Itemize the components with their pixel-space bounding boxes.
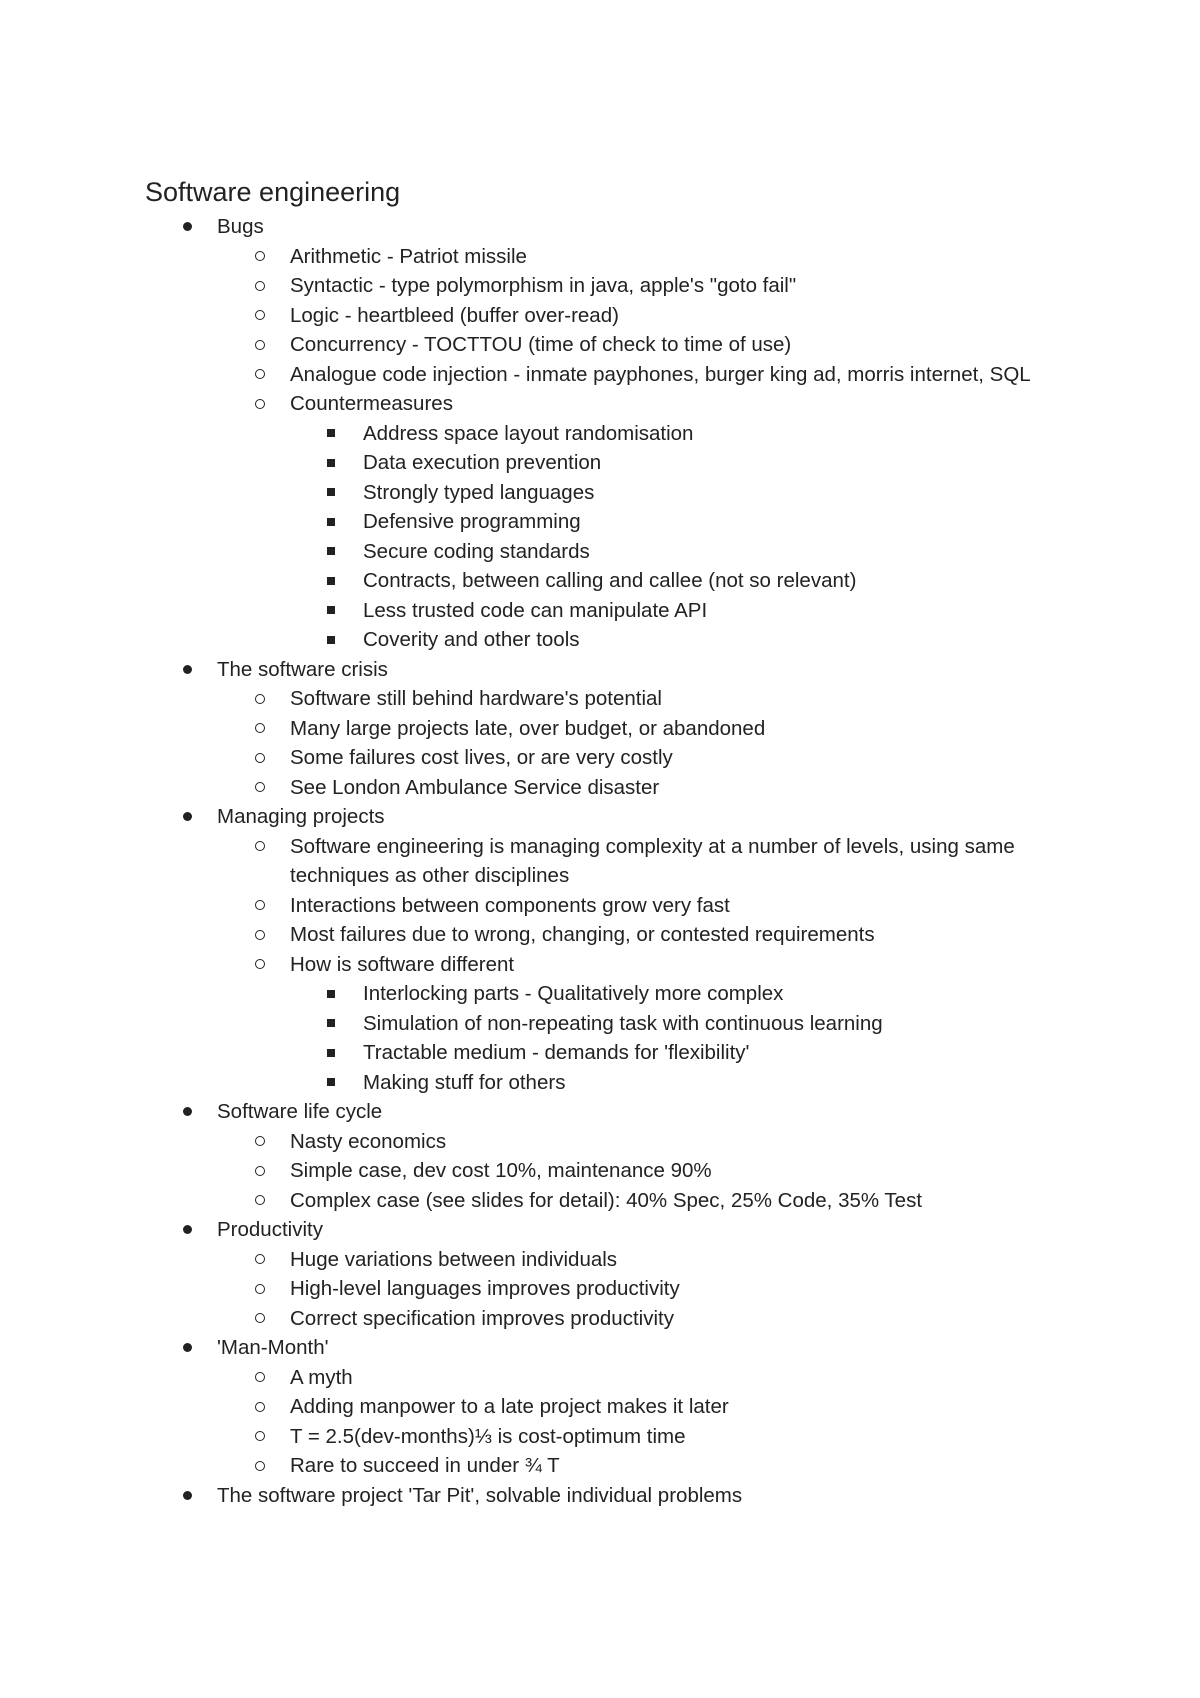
filled-circle-bullet-icon bbox=[183, 812, 192, 821]
square-bullet-icon bbox=[327, 429, 335, 437]
hollow-circle-bullet-icon bbox=[255, 1431, 265, 1441]
hollow-circle-bullet-icon bbox=[255, 959, 265, 969]
bullet-wrap bbox=[255, 891, 265, 921]
bullet-wrap bbox=[183, 1097, 192, 1127]
list-item bbox=[145, 212, 1095, 242]
square-bullet-icon bbox=[327, 636, 335, 644]
list-item-label: Most failures due to wrong, changing, or contested requirements bbox=[290, 923, 875, 946]
list-item-label: Secure coding standards bbox=[363, 539, 590, 563]
list-item bbox=[145, 891, 1095, 921]
list-item bbox=[145, 832, 1095, 891]
list-item bbox=[145, 920, 1095, 950]
bullet-wrap bbox=[255, 1186, 265, 1216]
bullet-wrap bbox=[255, 389, 265, 419]
bullet-wrap bbox=[327, 1068, 335, 1098]
list-item-label: See London Ambulance Service disaster bbox=[290, 775, 660, 799]
filled-circle-bullet-icon bbox=[183, 222, 192, 231]
list-item bbox=[145, 330, 1095, 360]
square-bullet-icon bbox=[327, 488, 335, 496]
list-item bbox=[145, 625, 1095, 655]
document-body bbox=[145, 172, 1095, 1510]
hollow-circle-bullet-icon bbox=[255, 251, 265, 261]
sublist bbox=[145, 419, 1095, 655]
bullet-wrap bbox=[327, 448, 335, 478]
list-item-label: Syntactic - type polymorphism in java, apple's "goto fail" bbox=[290, 274, 797, 297]
sublist bbox=[145, 1127, 1095, 1216]
sublist bbox=[145, 684, 1095, 802]
list-item bbox=[145, 1215, 1095, 1245]
list-item bbox=[145, 1186, 1095, 1216]
bullet-wrap bbox=[255, 950, 265, 980]
list-item bbox=[145, 1038, 1095, 1068]
list-item bbox=[145, 1156, 1095, 1186]
list-item-label: Coverity and other tools bbox=[363, 628, 580, 651]
hollow-circle-bullet-icon bbox=[255, 310, 265, 320]
bullet-wrap bbox=[327, 625, 335, 655]
list-item bbox=[145, 979, 1095, 1009]
bullet-wrap bbox=[183, 802, 192, 832]
list-item bbox=[145, 360, 1095, 390]
filled-circle-bullet-icon bbox=[183, 1107, 192, 1116]
filled-circle-bullet-icon bbox=[183, 1343, 192, 1352]
sublist bbox=[145, 1245, 1095, 1334]
list-item bbox=[145, 714, 1095, 744]
hollow-circle-bullet-icon bbox=[255, 1372, 265, 1382]
list-item-label: Less trusted code can manipulate API bbox=[363, 598, 708, 622]
bullet-wrap bbox=[255, 1363, 265, 1393]
list-item-label: Arithmetic - Patriot missile bbox=[290, 244, 527, 268]
bullet-wrap bbox=[255, 920, 265, 950]
sublist bbox=[145, 242, 1095, 655]
bullet-wrap bbox=[327, 1038, 335, 1068]
bullet-wrap bbox=[255, 743, 265, 773]
list-item-label: Logic - heartbleed (buffer over-read) bbox=[290, 303, 619, 327]
filled-circle-bullet-icon bbox=[183, 665, 192, 674]
bullet-wrap bbox=[255, 773, 265, 803]
page-title: Software engineering bbox=[145, 177, 401, 207]
list-item bbox=[145, 596, 1095, 626]
list-item-label: Adding manpower to a late project makes it later bbox=[290, 1395, 729, 1418]
hollow-circle-bullet-icon bbox=[255, 281, 265, 291]
bullet-wrap bbox=[255, 330, 265, 360]
list-item bbox=[145, 419, 1095, 449]
list-item bbox=[145, 566, 1095, 596]
hollow-circle-bullet-icon bbox=[255, 930, 265, 940]
list-item bbox=[145, 537, 1095, 567]
hollow-circle-bullet-icon bbox=[255, 399, 265, 409]
hollow-circle-bullet-icon bbox=[255, 753, 265, 763]
bullet-wrap bbox=[183, 1333, 192, 1363]
list-item-label: Managing projects bbox=[217, 805, 385, 828]
list-item bbox=[145, 1274, 1095, 1304]
list-item bbox=[145, 802, 1095, 832]
bullet-wrap bbox=[327, 566, 335, 596]
bullet-wrap bbox=[183, 1481, 192, 1511]
hollow-circle-bullet-icon bbox=[255, 1313, 265, 1323]
bullet-wrap bbox=[327, 419, 335, 449]
list-item-label: T = 2.5(dev-months)⅓ is cost-optimum time bbox=[290, 1424, 686, 1448]
outline-list bbox=[145, 212, 1095, 1510]
list-item-label: The software crisis bbox=[217, 657, 388, 681]
bullet-wrap bbox=[255, 684, 265, 714]
bullet-wrap bbox=[255, 1392, 265, 1422]
bullet-wrap bbox=[255, 1127, 265, 1157]
square-bullet-icon bbox=[327, 459, 335, 467]
bullet-wrap bbox=[255, 1156, 265, 1186]
square-bullet-icon bbox=[327, 518, 335, 526]
hollow-circle-bullet-icon bbox=[255, 782, 265, 792]
list-item bbox=[145, 1009, 1095, 1039]
list-item-label: Software engineering is managing complexity at a number of levels, using same techniques as other disciplines bbox=[290, 834, 1015, 887]
list-item-label: Many large projects late, over budget, or abandoned bbox=[290, 716, 766, 740]
list-item bbox=[145, 389, 1095, 419]
list-item-label: The software project 'Tar Pit', solvable individual problems bbox=[217, 1483, 743, 1507]
list-item bbox=[145, 950, 1095, 980]
list-item-label: Address space layout randomisation bbox=[363, 421, 694, 445]
bullet-wrap bbox=[255, 271, 265, 301]
list-item-label: Simulation of non-repeating task with continuous learning bbox=[363, 1011, 883, 1035]
bullet-wrap bbox=[255, 1274, 265, 1304]
bullet-wrap bbox=[327, 478, 335, 508]
list-item-label: Correct specification improves productivity bbox=[290, 1306, 674, 1330]
list-item bbox=[145, 242, 1095, 272]
list-item-label: Huge variations between individuals bbox=[290, 1247, 618, 1271]
list-item bbox=[145, 1245, 1095, 1275]
list-item-label: Bugs bbox=[217, 215, 264, 238]
list-item bbox=[145, 448, 1095, 478]
bullet-wrap bbox=[183, 655, 192, 685]
list-item bbox=[145, 684, 1095, 714]
list-item-label: Tractable medium - demands for 'flexibility' bbox=[363, 1041, 750, 1064]
square-bullet-icon bbox=[327, 1078, 335, 1086]
bullet-wrap bbox=[183, 1215, 192, 1245]
list-item-label: Nasty economics bbox=[290, 1129, 447, 1153]
list-item-label: Software life cycle bbox=[217, 1100, 383, 1123]
hollow-circle-bullet-icon bbox=[255, 841, 265, 851]
list-item bbox=[145, 507, 1095, 537]
list-item-label: A myth bbox=[290, 1365, 353, 1389]
hollow-circle-bullet-icon bbox=[255, 1284, 265, 1294]
filled-circle-bullet-icon bbox=[183, 1491, 192, 1500]
list-item-label: Making stuff for others bbox=[363, 1070, 566, 1094]
hollow-circle-bullet-icon bbox=[255, 340, 265, 350]
list-item bbox=[145, 1068, 1095, 1098]
bullet-wrap bbox=[255, 242, 265, 272]
list-item-label: Software still behind hardware's potential bbox=[290, 687, 662, 710]
list-item-label: Rare to succeed in under ¾ T bbox=[290, 1454, 560, 1477]
square-bullet-icon bbox=[327, 547, 335, 555]
list-item-label: High-level languages improves productivity bbox=[290, 1277, 680, 1300]
bullet-wrap bbox=[327, 507, 335, 537]
hollow-circle-bullet-icon bbox=[255, 1402, 265, 1412]
list-item bbox=[145, 1392, 1095, 1422]
list-item-label: Interactions between components grow very fast bbox=[290, 893, 730, 917]
bullet-wrap bbox=[183, 212, 192, 242]
hollow-circle-bullet-icon bbox=[255, 1166, 265, 1176]
list-item bbox=[145, 271, 1095, 301]
list-item-label: Data execution prevention bbox=[363, 451, 602, 474]
list-item bbox=[145, 1127, 1095, 1157]
bullet-wrap bbox=[255, 1245, 265, 1275]
hollow-circle-bullet-icon bbox=[255, 369, 265, 379]
sublist bbox=[145, 1363, 1095, 1481]
hollow-circle-bullet-icon bbox=[255, 723, 265, 733]
list-item bbox=[145, 1333, 1095, 1363]
bullet-wrap bbox=[255, 832, 265, 862]
bullet-wrap bbox=[327, 596, 335, 626]
bullet-wrap bbox=[327, 1009, 335, 1039]
bullet-wrap bbox=[255, 360, 265, 390]
square-bullet-icon bbox=[327, 1019, 335, 1027]
list-item-label: Defensive programming bbox=[363, 510, 581, 533]
square-bullet-icon bbox=[327, 606, 335, 614]
sublist bbox=[145, 979, 1095, 1097]
square-bullet-icon bbox=[327, 1049, 335, 1057]
list-item bbox=[145, 301, 1095, 331]
list-item-label: Countermeasures bbox=[290, 392, 453, 415]
list-item-label: Contracts, between calling and callee (not so relevant) bbox=[363, 569, 857, 592]
list-item-label: Strongly typed languages bbox=[363, 480, 595, 504]
hollow-circle-bullet-icon bbox=[255, 900, 265, 910]
list-item bbox=[145, 655, 1095, 685]
list-item-label: Complex case (see slides for detail): 40% Spec, 25% Code, 35% Test bbox=[290, 1188, 923, 1212]
hollow-circle-bullet-icon bbox=[255, 1195, 265, 1205]
list-item-label: 'Man-Month' bbox=[217, 1336, 329, 1359]
bullet-wrap bbox=[255, 1304, 265, 1334]
list-item bbox=[145, 1304, 1095, 1334]
list-item bbox=[145, 1481, 1095, 1511]
hollow-circle-bullet-icon bbox=[255, 694, 265, 704]
hollow-circle-bullet-icon bbox=[255, 1136, 265, 1146]
list-item-label: How is software different bbox=[290, 952, 515, 976]
hollow-circle-bullet-icon bbox=[255, 1461, 265, 1471]
hollow-circle-bullet-icon bbox=[255, 1254, 265, 1264]
filled-circle-bullet-icon bbox=[183, 1225, 192, 1234]
list-item bbox=[145, 743, 1095, 773]
list-item-label: Concurrency - TOCTTOU (time of check to time of use) bbox=[290, 333, 792, 356]
list-item-label: Analogue code injection - inmate payphones, burger king ad, morris internet, SQL bbox=[290, 362, 1031, 386]
list-item-label: Some failures cost lives, or are very costly bbox=[290, 746, 673, 769]
list-item bbox=[145, 1097, 1095, 1127]
sublist bbox=[145, 832, 1095, 1098]
list-item bbox=[145, 1363, 1095, 1393]
list-item bbox=[145, 478, 1095, 508]
list-item bbox=[145, 1422, 1095, 1452]
square-bullet-icon bbox=[327, 577, 335, 585]
bullet-wrap bbox=[327, 537, 335, 567]
list-item-label: Simple case, dev cost 10%, maintenance 90% bbox=[290, 1159, 712, 1182]
list-item-label: Productivity bbox=[217, 1218, 323, 1241]
bullet-wrap bbox=[255, 1422, 265, 1452]
list-item bbox=[145, 773, 1095, 803]
bullet-wrap bbox=[255, 301, 265, 331]
bullet-wrap bbox=[327, 979, 335, 1009]
bullet-wrap bbox=[255, 714, 265, 744]
bullet-wrap bbox=[255, 1451, 265, 1481]
square-bullet-icon bbox=[327, 990, 335, 998]
list-item bbox=[145, 1451, 1095, 1481]
list-item-label: Interlocking parts - Qualitatively more complex bbox=[363, 982, 784, 1005]
